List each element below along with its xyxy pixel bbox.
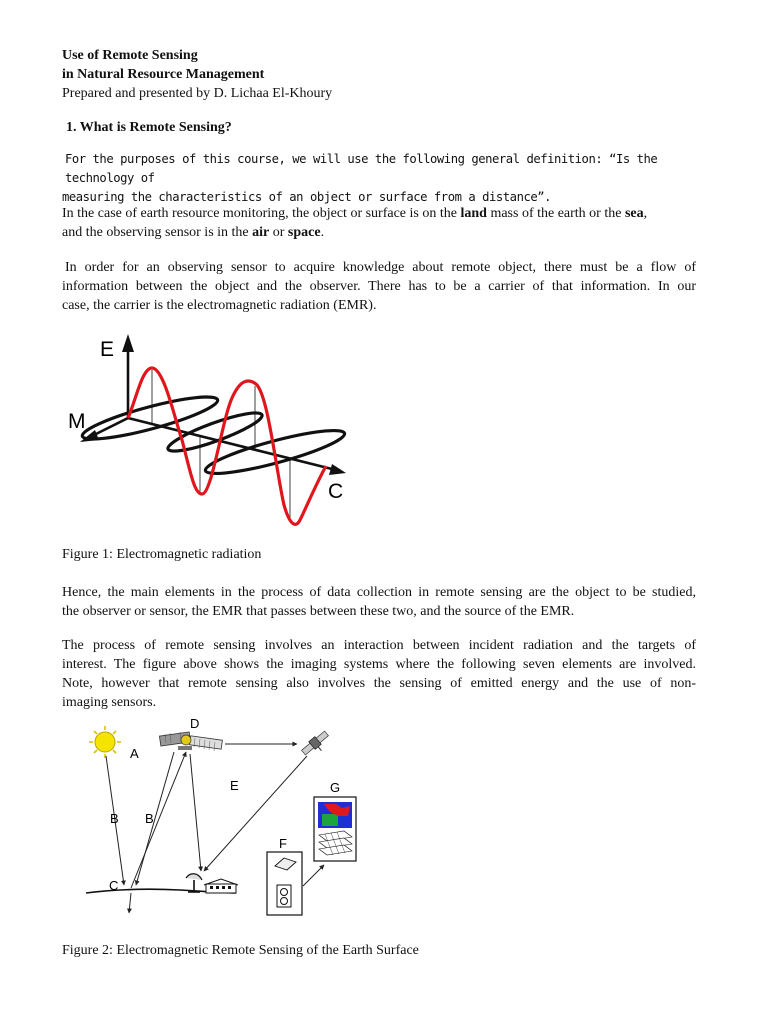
earth-text: ,	[643, 206, 648, 221]
electric-field-wave	[128, 368, 326, 524]
e-axis-arrowhead	[122, 334, 134, 352]
figure-2-caption: Figure 2: Electromagnetic Remote Sensing of the Earth Surface	[62, 943, 419, 958]
process-line-3: Note, however that remote sensing also involves the sensing of emitted energy and the use of non-	[62, 676, 696, 691]
process-line-2: interest. The figure above shows the imaging systems where the following seven elements are involved.	[62, 657, 696, 672]
earth-monitoring-paragraph	[62, 204, 696, 242]
process-paragraph	[62, 636, 696, 712]
earth-text: mass of the earth or the	[486, 206, 625, 221]
label-e: E	[100, 338, 115, 361]
definition-paragraph	[62, 150, 696, 207]
label-f: F	[279, 836, 287, 851]
process-line-4: imaging sensors.	[62, 695, 157, 710]
label-e: E	[230, 778, 239, 793]
sea-emphasis: sea	[624, 206, 644, 221]
earth-text: or	[269, 225, 288, 240]
document-byline: Prepared and presented by D. Lichaa El-Khoury	[62, 86, 333, 101]
definition-line-2: measuring the characteristics of an object or surface from a distance”.	[62, 190, 552, 204]
document-title-line-1: Use of Remote Sensing	[62, 48, 198, 63]
remote-sensing-process-figure	[80, 712, 400, 932]
figure-1-caption: Figure 1: Electromagnetic radiation	[62, 547, 262, 562]
label-d: D	[190, 716, 200, 731]
label-m: M	[68, 410, 86, 433]
land-emphasis: land	[460, 206, 487, 221]
hence-line-2: the observer or sensor, the EMR that passes between these two, and the source of the EMR.	[62, 604, 575, 619]
space-emphasis: space	[287, 225, 321, 240]
earth-line-2	[62, 223, 696, 242]
hence-line-1: Hence, the main elements in the process of data collection in remote sensing are the object to be studied,	[62, 585, 696, 600]
em-radiation-figure	[62, 332, 362, 532]
label-b-reflected: B	[145, 811, 154, 826]
label-g: G	[330, 780, 341, 795]
air-emphasis: air	[252, 225, 270, 240]
label-b-incident: B	[110, 811, 119, 826]
label-c: C	[109, 878, 119, 893]
ground-receiving-station-icon	[186, 874, 238, 893]
flow-line-1: In order for an observing sensor to acquire knowledge about remote object, there must be a flow of	[65, 260, 696, 275]
imaging-satellite-icon	[159, 732, 222, 751]
earth-text: and the observing sensor is in the	[62, 225, 253, 240]
flow-line-2: information between the object and the observer. There has to be a carrier of that information. In our	[62, 279, 696, 294]
earth-text: In the case of earth resource monitoring, the object or surface is on the	[62, 206, 461, 221]
sun-icon	[89, 726, 121, 758]
label-a: A	[130, 746, 139, 761]
processing-unit-icon	[267, 852, 302, 915]
definition-line-1: For the purposes of this course, we will use the following general definition: “Is the technology of	[65, 152, 658, 185]
c-axis-arrowhead	[329, 464, 346, 475]
earth-line-1	[62, 204, 696, 223]
e-field-ribs	[152, 370, 290, 520]
section-heading: 1. What is Remote Sensing?	[66, 120, 232, 135]
label-c: C	[328, 480, 344, 503]
hence-paragraph	[62, 583, 696, 621]
relay-satellite-icon	[300, 730, 333, 761]
flow-line-3: case, the carrier is the electromagnetic radiation (EMR).	[62, 298, 377, 313]
flow-paragraph	[62, 258, 696, 315]
earth-text: .	[320, 225, 325, 240]
image-interpretation-icon	[314, 797, 356, 861]
document-title-line-2: in Natural Resource Management	[62, 67, 265, 82]
process-line-1: The process of remote sensing involves an interaction between incident radiation and the targets of	[62, 638, 696, 653]
